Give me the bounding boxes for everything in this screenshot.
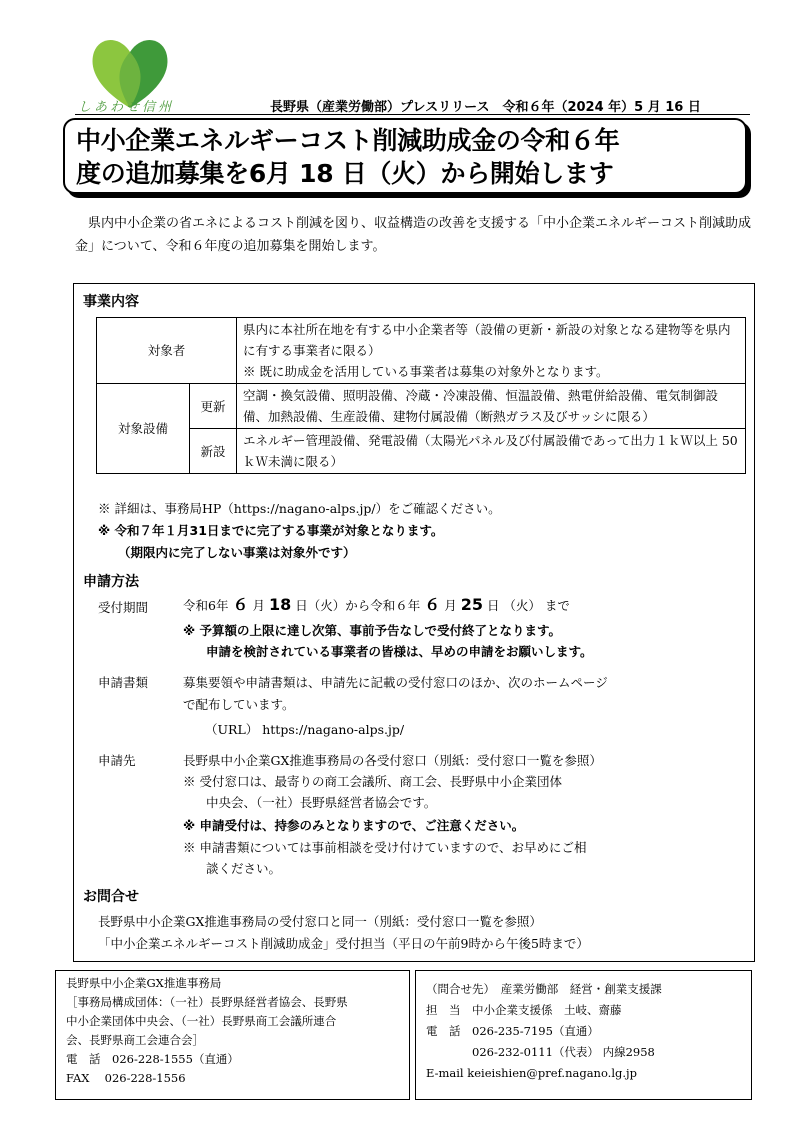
docs-label: 申請書類 [98,675,149,690]
dest-note-1a: ※ 受付窓口は、最寄りの商工会議所、商工会、長野県中小企業団体 [183,774,562,789]
renew-label: 更新 [190,384,237,429]
intro-paragraph: 県内中小企業の省エネによるコスト削減を図り、収益構造の改善を支援する「中小企業エネルギーコスト削減助成金」について、令和６年度の追加募集を開始します。 [75,216,752,254]
press-release-line: 長野県（産業労働部）プレスリリース 令和６年（2024 年）5 月 16 日 [270,100,701,115]
footer-office-box [55,970,410,1100]
table-row [97,429,746,474]
deadline-subnote: （期限内に完了しない事業は対象外です） [118,545,356,560]
title-line-2: 度の追加募集を6月 18 日（火）から開始します [76,159,614,188]
footer-inquiry-phone: 026-232-0111（代表） 内線2958 [426,1045,655,1059]
docs-line-2: で配布しています。 [183,697,295,712]
docs-line-1: 募集要領や申請書類は、申請先に記載の受付窓口のほか、次のホームページ [183,675,608,690]
renew-text: 空調・換気設備、照明設備、冷蔵・冷凍設備、恒温設備、熱電併給設備、電気制御設備、加熱設備、生産設備、建物付属設備（断熱ガラス及びサッシに限る） [237,384,746,429]
table-row [97,384,746,429]
footer-inquiry-line: 担 当 中小企業支援係 土岐、齋藤 [426,1003,622,1017]
header-divider [75,114,750,115]
period-day-end: 25 [460,595,483,614]
footer-office-line: 長野県中小企業GX推進事務局 [66,976,222,990]
equipment-label: 対象設備 [97,384,190,474]
period-text: 令和6年 [183,598,229,613]
detail-note: ※ 詳細は、事務局HP（https://nagano-alps.jp/）をご確認ください。 [98,501,501,516]
business-table [96,317,746,474]
target-label: 対象者 [97,318,237,384]
apply-heading: 申請方法 [83,574,139,590]
period-value [183,594,570,616]
dest-note-3b: 談ください。 [206,861,282,876]
contact-heading: お問合せ [83,889,139,905]
contact-line-1: 長野県中小企業GX推進事務局の受付窓口と同一（別紙：受付窓口一覧を参照） [98,914,542,929]
title-line-1: 中小企業エネルギーコスト削減助成金の令和６年 [76,126,620,155]
footer-office-phone: 電 話 026-228-1555（直通） [66,1052,239,1066]
period-text: 月 [252,598,265,613]
dest-note-2: ※ 申請受付は、持参のみとなりますので、ご注意ください。 [183,818,525,833]
business-heading: 事業内容 [83,294,139,310]
dest-line: 長野県中小企業GX推進事務局の各受付窓口（別紙：受付窓口一覧を参照） [183,753,602,768]
period-label: 受付期間 [98,600,149,615]
dest-label: 申請先 [98,753,136,768]
footer-office-line: 中小企業団体中央会、（一社）長野県商工会議所連合 [66,1014,337,1028]
logo-text: しあわせ信州 [78,100,175,115]
period-note-2: 申請を検討されている事業者の皆様は、早めの申請をお願いします。 [206,644,593,659]
period-text: 日（火）から令和６年 [295,598,421,613]
target-text: 県内に本社所在地を有する中小企業者等（設備の更新・新設の対象となる建物等を県内に有する事業者に限る） [243,322,731,358]
dest-note-3a: ※ 申請書類については事前相談を受け付けていますので、お早めにご相 [183,840,587,855]
footer-inquiry-line: （問合せ先） 産業労働部 経営・創業支援課 [426,982,662,996]
footer-office-fax: FAX 026-228-1556 [66,1071,186,1085]
deadline-note: ※ 令和７年１月31日までに完了する事業が対象となります。 [98,523,444,538]
period-month-start: ６ [232,595,249,614]
new-text: エネルギー管理設備、発電設備（太陽光パネル及び付属設備であって出力１ｋＷ以上 50ｋＷ未満に限る） [237,429,746,474]
footer-inquiry-phone: 電 話 026-235-7195（直通） [426,1024,599,1038]
page-title [76,124,746,190]
target-cell [237,318,746,384]
period-month-end: ６ [424,595,441,614]
footer-inquiry-email[interactable]: E-mail keieishien@pref.nagano.lg.jp [426,1066,637,1080]
table-row [97,318,746,384]
period-text: 月 [444,598,457,613]
dest-note-1b: 中央会、（一社）長野県経営者協会です。 [206,795,437,810]
footer-inquiry-box [415,970,752,1100]
docs-url-link[interactable]: （URL） https://nagano-alps.jp/ [205,722,405,737]
target-note: ※ 既に助成金を活用している事業者は募集の対象外となります。 [243,364,609,379]
new-label: 新設 [190,429,237,474]
period-text: 日 （火） まで [486,598,570,613]
period-day-start: 18 [268,595,292,614]
footer-office-line: 会、長野県商工会連合会］ [66,1033,204,1047]
footer-office-line: ［事務局構成団体：（一社）長野県経営者協会、長野県 [66,995,348,1009]
contact-line-2: 「中小企業エネルギーコスト削減助成金」受付担当（平日の午前9時から午後5時まで） [98,936,589,951]
period-note-1: ※ 予算額の上限に達し次第、事前予告なしで受付終了となります。 [183,623,562,638]
